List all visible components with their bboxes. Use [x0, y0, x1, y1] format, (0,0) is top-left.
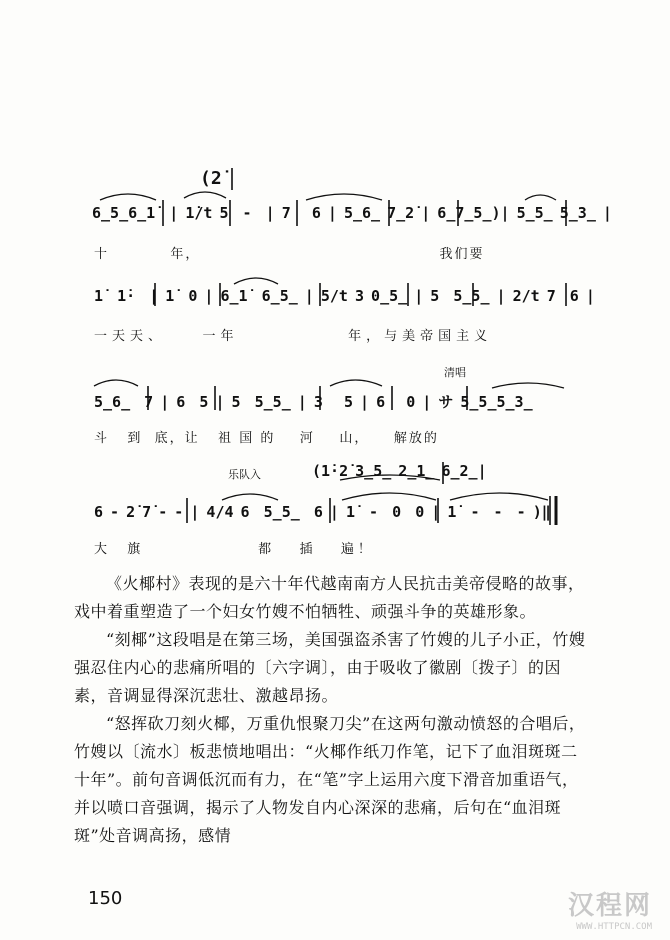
paragraph: “刻椰”这段唱是在第三场，美国强盗杀害了竹嫂的儿子小正，竹嫂强忍住内心的悲痛所唱的〔六字调〕，由于吸收了徽剧〔拨子〕的因素，音调显得深沉悲壮、激越昂扬。 — [74, 630, 586, 705]
score-line-1-intro: (2̇ — [200, 168, 222, 189]
page-number: 150 — [88, 888, 123, 909]
watermark-text: 汉程网 — [567, 891, 652, 921]
paragraph: 《火椰村》表现的是六十年代越南南方人民抗击美帝侵略的故事，戏中着重塑造了一个妇女竹嫂不怕牺牲、顽强斗争的英雄形象。 — [74, 574, 585, 621]
watermark-url: WWW.HTTPCN.COM — [576, 922, 652, 932]
score-line-3-notes: 5̲6̲ 7 | 6 5 | 5 5̲5̲ | 3 5 | 6 0 | サ 5̲5̲5̲3̲ — [94, 393, 533, 411]
score-line-4-notes: 6 - 2̇ 7̇ - - | 4/4 6 5̲5̲ 6 | 1̇ - 0 0 | 1̇ - - - )‖ — [94, 503, 551, 521]
score-line-4-intro: (1̇·2̇ 3̲5̲ 2̲1̲ 6̲2̲| — [312, 462, 487, 480]
score-line-4-lyrics: 大 旗 都 插 遍！ — [94, 542, 375, 557]
score-line-2-notes: 1̇ 1̇· | 1̇ 0 | 6̲1̇ 6̲5̲ | 5/t 3 0̲5̲ | 5 5̲5̲ | 2/t 7 6 | — [94, 287, 595, 305]
score-line-3-label: 清唱 — [444, 366, 466, 379]
watermark-logo — [568, 885, 652, 932]
body-text — [74, 570, 586, 850]
score-line-2-lyrics: 一天天、 一年 年，与美帝国主义 — [94, 329, 493, 344]
score-line-4-label: 乐队入 — [228, 468, 261, 481]
paragraph: “怒挥砍刀刻火椰，万重仇恨聚刀尖”在这两句激动愤怒的合唱后，竹嫂以〔流水〕板悲愤地唱出：“火椰作纸刀作笔，记下了血泪斑斑二十年”。前句音调低沉而有力，在“笔”字上运用六度下滑音加重语气，并以喷口音强调，揭示了人物发自内心深深的悲痛，后句在“血泪斑斑”处音调高扬，感情 — [74, 714, 586, 845]
score-line-1-lyrics: 十 年， 我们要 — [94, 247, 485, 262]
score-line-3-lyrics: 斗 到 底，让 祖 国 的 河 山， 解放的 — [94, 431, 439, 446]
score-line-1-notes: 6̲5̲6̲1̇ | 1̇/t 5 - | 7 6 | 5̲6̲ 7̲2̇ | 6̲7̲5̲)| 5̲5̲ 5̲3̲ | — [92, 204, 612, 222]
